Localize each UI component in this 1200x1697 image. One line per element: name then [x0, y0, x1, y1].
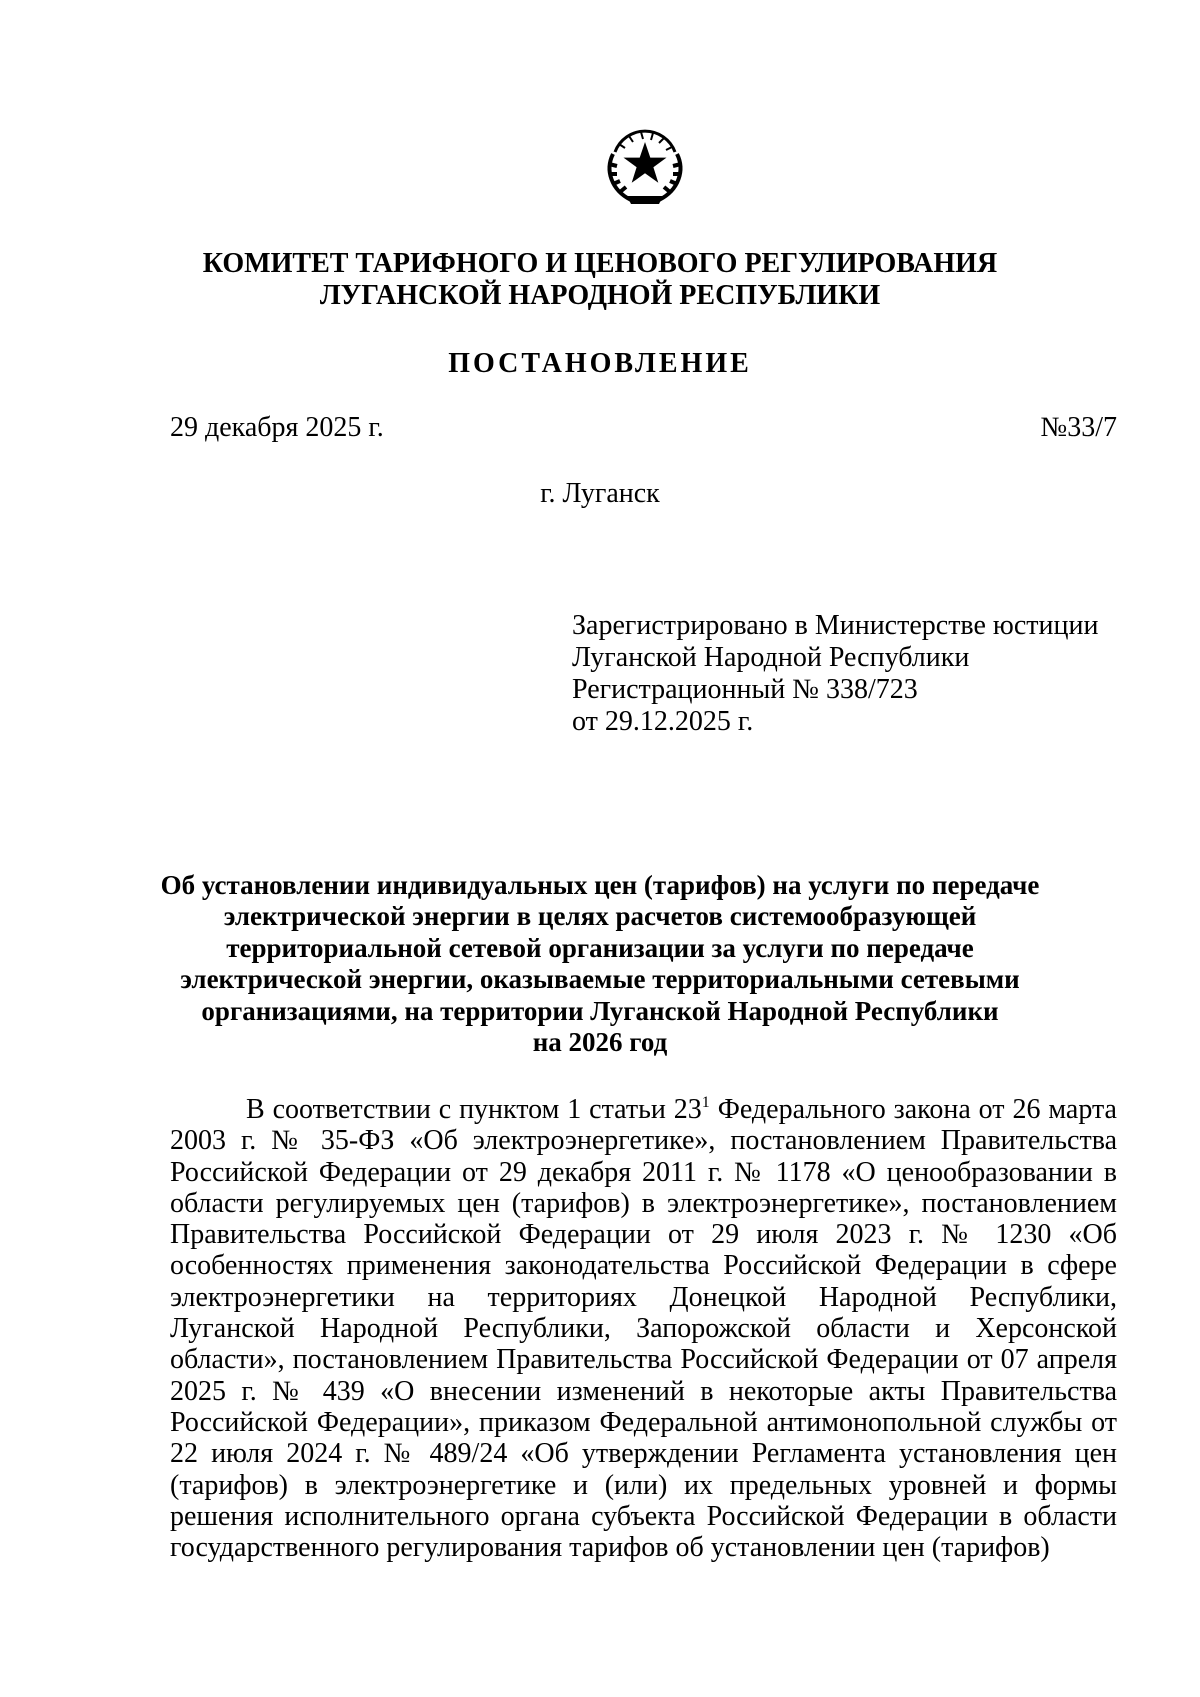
- issuer-line-2: ЛУГАНСКОЙ НАРОДНОЙ РЕСПУБЛИКИ: [319, 280, 881, 311]
- title-line-2: электрической энергии в целях расчетов системообразующей: [223, 901, 977, 932]
- document-type: ПОСТАНОВЛЕНИЕ: [448, 348, 752, 379]
- registration-line-3: Регистрационный № 338/723: [572, 674, 918, 705]
- title-line-5: организациями, на территории Луганской Народной Республики: [201, 995, 999, 1026]
- title-line-3: территориальной сетевой организации за услуги по передаче: [226, 932, 974, 963]
- issuer-heading: [0, 248, 1200, 312]
- body-text-rest: Федерального закона от 26 марта 2003 г. № 35-ФЗ «Об электроэнергетике», постановлением Правительства Российской Федерации от 29 декабря 2011 г. № 1178 «О ценообразовании в области регулируемых цен (тарифов) в электроэнергетике», постановлением Правительства Российской Федерации от 29 июля 2023 г. № 1230 «Об особенностях применения законодательства Российской Федерации в сфере электроэнергетики на территориях Донецкой Народной Республики, Луганской Народной Республики, Запорожской области и Херсонской области», постановлением Правительства Российской Федерации от 07 апреля 2025 г. № 439 «О внесении изменений в некоторые акты Правительства Российской Федерации», приказом Федеральной антимонопольной службы от 22 июля 2024 г. № 489/24 «Об утверждении Регламента установления цен (тарифов) в электроэнергетике и (или) их предельных уровней и формы решения исполнительного органа субъекта Российской Федерации в области государственного регулирования тарифов об установлении цен (тарифов): [170, 1094, 1117, 1564]
- document-date: 29 декабря 2025 г.: [170, 412, 384, 443]
- issuer-line-1: КОМИТЕТ ТАРИФНОГО И ЦЕНОВОГО РЕГУЛИРОВАНИЯ: [202, 248, 998, 279]
- registration-line-2: Луганской Народной Республики: [572, 642, 970, 673]
- registration-line-1: Зарегистрировано в Министерстве юстиции: [572, 610, 1099, 641]
- registration-block: [572, 610, 1098, 738]
- document-number: №33/7: [1040, 412, 1117, 443]
- title-line-1: Об установлении индивидуальных цен (тарифов) на услуги по передаче: [160, 870, 1040, 900]
- article-superscript: 1: [701, 1094, 710, 1111]
- coat-of-arms-emblem: [595, 112, 695, 212]
- registration-line-4: от 29.12.2025 г.: [572, 706, 754, 737]
- title-line-6: на 2026 год: [532, 1027, 668, 1058]
- document-title: [0, 870, 1200, 1058]
- body-paragraph: [170, 1094, 1117, 1563]
- title-line-4: электрической энергии, оказываемые территориальными сетевыми: [180, 964, 1020, 995]
- document-city: г. Луганск: [540, 478, 660, 509]
- body-text-start: В соответствии с пунктом 1 статьи 23: [246, 1094, 702, 1125]
